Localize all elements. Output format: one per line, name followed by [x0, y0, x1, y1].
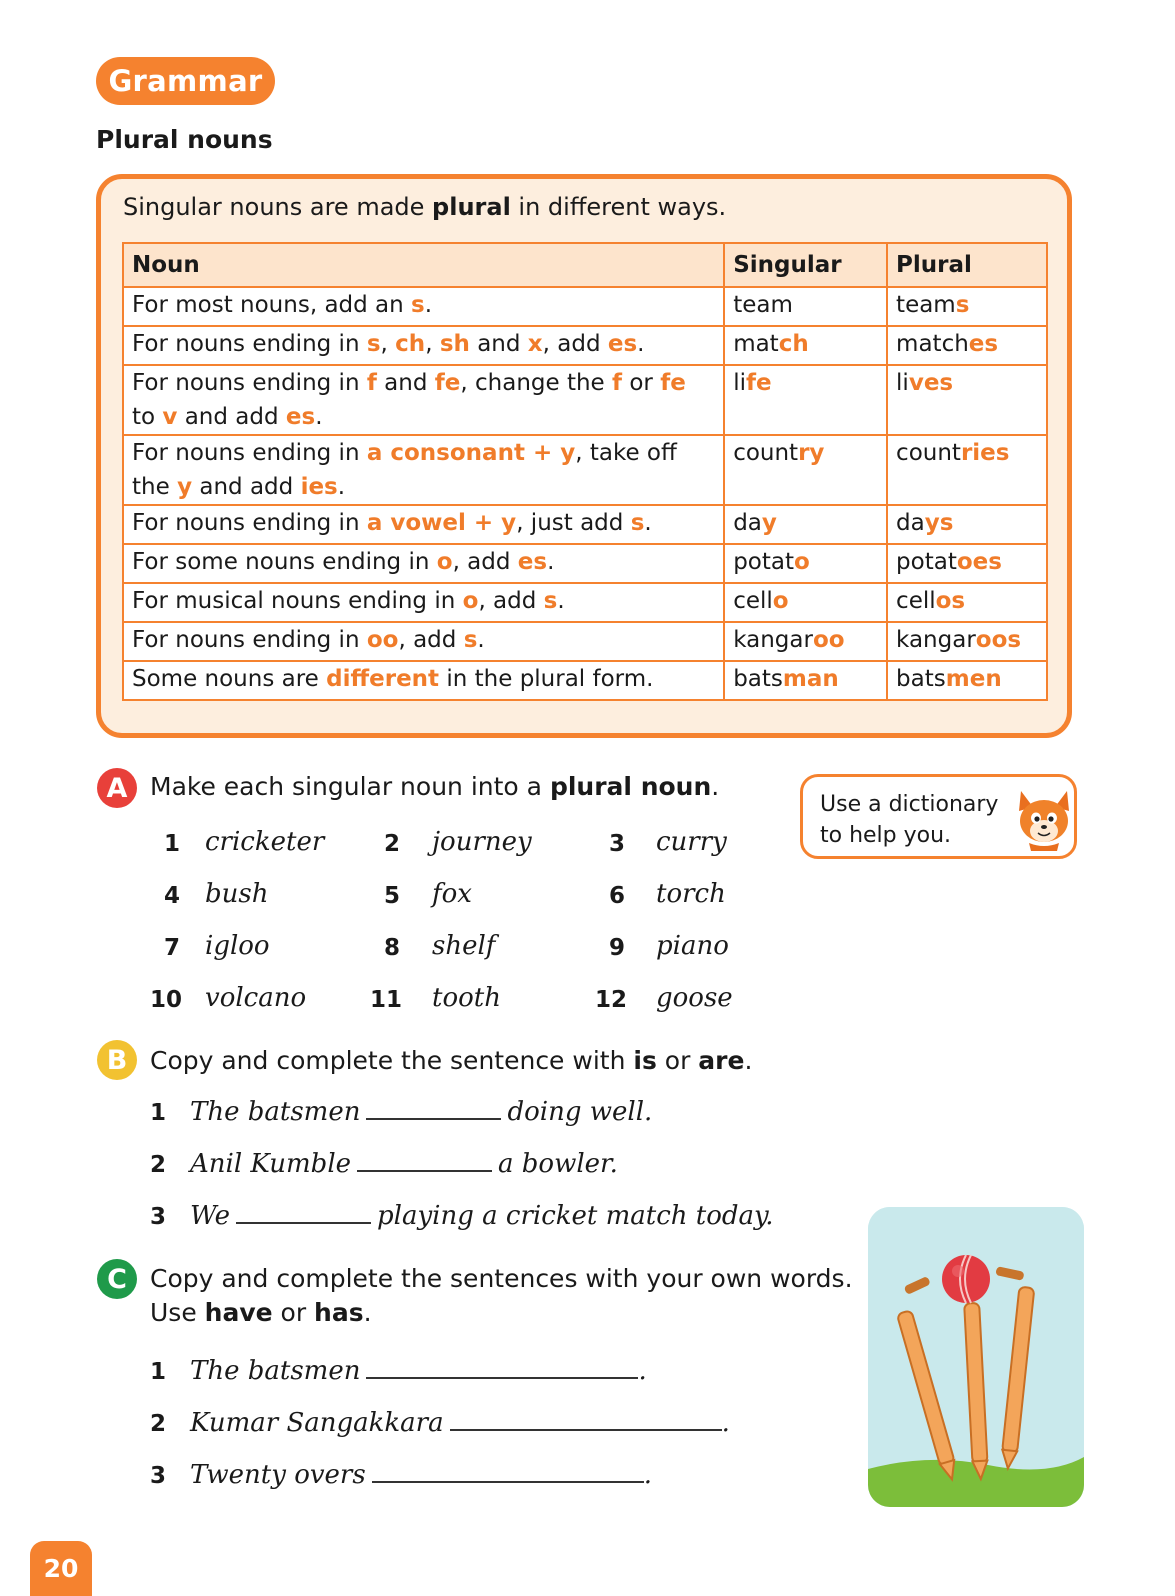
item-number: 2 — [149, 1152, 166, 1178]
singular-cell — [724, 287, 887, 326]
page-number: 20 — [30, 1541, 92, 1596]
item-number: 3 — [149, 1204, 166, 1230]
tip-text — [820, 789, 1010, 851]
rules-intro — [123, 193, 726, 221]
item-number: 3 — [149, 1463, 166, 1489]
item-number: 2 — [383, 831, 400, 857]
text-segment: . — [557, 588, 565, 614]
text-segment: potat — [733, 549, 794, 575]
sentence-end: doing well. — [507, 1097, 653, 1127]
answer-blank[interactable] — [366, 1096, 501, 1120]
singular-noun-word: torch — [656, 879, 726, 909]
text-segment: . — [337, 474, 346, 500]
highlighted-ending: es — [517, 549, 548, 575]
instruction-bold-have: have — [204, 1298, 273, 1327]
plural-cell — [887, 544, 1047, 583]
text-segment: For nouns ending in — [132, 331, 367, 357]
highlighted-ending: x — [527, 331, 543, 357]
highlighted-ending: s — [955, 292, 970, 318]
highlighted-ending: fe — [660, 370, 686, 396]
instruction-bold-is: is — [633, 1046, 657, 1075]
sentence-start: We — [190, 1201, 230, 1231]
highlighted-ending: y — [761, 510, 777, 536]
highlighted-ending: ch — [778, 331, 809, 357]
rule-cell — [123, 622, 724, 661]
sentence-start: The batsmen — [190, 1097, 361, 1127]
rule-cell — [123, 505, 724, 544]
sentence-start: Kumar Sangakkara — [190, 1408, 444, 1438]
text-segment: , just add — [516, 510, 631, 536]
singular-cell — [724, 326, 887, 365]
text-segment: li — [733, 370, 746, 396]
section-title: Plural nouns — [96, 125, 273, 154]
sentence-start: Anil Kumble — [190, 1149, 352, 1179]
highlighted-ending: ves — [908, 370, 954, 396]
table-header-row — [123, 243, 1047, 287]
text-segment: , — [425, 331, 440, 357]
answer-blank[interactable] — [357, 1148, 492, 1172]
rule-cell — [123, 365, 724, 435]
highlighted-ending: os — [935, 588, 966, 614]
text-segment: kangar — [896, 627, 976, 653]
column-header-singular: Singular — [724, 243, 887, 287]
tip-line-1: Use a dictionary — [820, 792, 999, 817]
highlighted-ending: ry — [798, 440, 825, 466]
highlighted-ending: a consonant + y — [366, 440, 576, 466]
text-segment: bats — [896, 666, 946, 692]
text-segment: cell — [896, 588, 936, 614]
item-number: 8 — [383, 935, 400, 961]
plural-cell — [887, 326, 1047, 365]
text-segment: For musical nouns ending in — [132, 588, 463, 614]
text-segment: count — [896, 440, 961, 466]
highlighted-ending: o — [462, 588, 479, 614]
sentence — [190, 1148, 618, 1179]
cricket-illustration — [868, 1207, 1084, 1507]
highlighted-ending: oos — [975, 627, 1022, 653]
text-segment: . — [477, 627, 485, 653]
singular-cell — [724, 544, 887, 583]
rule-cell — [123, 326, 724, 365]
intro-text-end: in different ways. — [510, 193, 727, 221]
plural-cell — [887, 505, 1047, 544]
text-segment: and — [376, 370, 435, 396]
instruction-text-end: . — [363, 1298, 372, 1327]
text-segment: , add — [398, 627, 464, 653]
plural-cell — [887, 435, 1047, 505]
highlighted-ending: oo — [366, 627, 399, 653]
rule-cell — [123, 287, 724, 326]
dictionary-tip — [800, 774, 1077, 859]
text-segment: bats — [733, 666, 783, 692]
item-number: 6 — [608, 883, 625, 909]
table-row — [123, 435, 1047, 505]
text-segment: . — [637, 331, 645, 357]
singular-noun-word: cricketer — [205, 827, 325, 857]
highlighted-ending: ies — [300, 474, 338, 500]
sentence-start: Twenty overs — [190, 1460, 366, 1490]
singular-cell — [724, 365, 887, 435]
highlighted-ending: f — [366, 370, 377, 396]
highlighted-ending: oes — [956, 549, 1002, 575]
instruction-text-or: or — [272, 1298, 315, 1327]
plural-rules-table — [122, 242, 1048, 701]
highlighted-ending: v — [162, 404, 178, 430]
highlighted-ending: men — [945, 666, 1002, 692]
highlighted-ending: o — [794, 549, 810, 575]
plural-cell — [887, 583, 1047, 622]
intro-text: Singular nouns are made — [123, 193, 433, 221]
highlighted-ending: es — [968, 331, 999, 357]
instruction-bold-are: are — [698, 1046, 745, 1075]
rule-cell — [123, 661, 724, 700]
sentence-end: . — [643, 1460, 652, 1490]
text-segment: da — [896, 510, 925, 536]
highlighted-ending: es — [607, 331, 638, 357]
text-segment: For nouns ending in — [132, 510, 367, 536]
section-a-badge: A — [97, 768, 137, 808]
text-segment: li — [896, 370, 909, 396]
item-number: 11 — [370, 987, 403, 1013]
section-c-badge: C — [97, 1259, 137, 1299]
text-segment: and add — [192, 474, 301, 500]
text-segment: , add — [452, 549, 518, 575]
table-row — [123, 326, 1047, 365]
highlighted-ending: s — [411, 292, 425, 318]
highlighted-ending: ch — [395, 331, 426, 357]
item-number: 1 — [149, 1100, 166, 1126]
plural-cell — [887, 365, 1047, 435]
instruction-text: Copy and complete the sentence with — [150, 1046, 634, 1075]
item-number: 5 — [383, 883, 400, 909]
section-a-instruction — [150, 770, 719, 804]
text-segment: da — [733, 510, 762, 536]
singular-noun-word: goose — [656, 983, 733, 1013]
text-segment: in the plural form. — [439, 666, 654, 692]
table-row — [123, 583, 1047, 622]
singular-cell — [724, 435, 887, 505]
sentence-end: a bowler. — [498, 1149, 618, 1179]
text-segment: . — [547, 549, 555, 575]
table-row — [123, 365, 1047, 435]
item-number: 10 — [150, 987, 183, 1013]
text-segment: to — [132, 404, 163, 430]
text-segment: For nouns ending in — [132, 627, 367, 653]
grammar-badge: Grammar — [96, 57, 275, 105]
highlighted-ending: different — [326, 666, 440, 692]
highlighted-ending: s — [630, 510, 645, 536]
item-number: 3 — [608, 831, 625, 857]
instruction-text-end: . — [744, 1046, 753, 1075]
item-number: 12 — [595, 987, 628, 1013]
highlighted-ending: a vowel + y — [366, 510, 517, 536]
singular-cell — [724, 505, 887, 544]
plural-cell — [887, 622, 1047, 661]
text-segment: For most nouns, add an — [132, 292, 412, 318]
rule-cell — [123, 435, 724, 505]
table-row — [123, 505, 1047, 544]
sentence — [190, 1200, 774, 1231]
text-segment: For some nouns ending in — [132, 549, 437, 575]
intro-bold: plural — [432, 193, 511, 221]
table-row — [123, 622, 1047, 661]
wicket-and-ball-icon — [868, 1207, 1084, 1507]
singular-noun-word: piano — [656, 931, 729, 961]
instruction-bold: plural noun — [549, 772, 712, 801]
text-segment: . — [424, 292, 433, 318]
tip-line-2: to help you. — [820, 823, 952, 848]
text-segment: Some nouns are — [132, 666, 327, 692]
text-segment: , add — [478, 588, 544, 614]
sentence-end: . — [638, 1356, 647, 1386]
highlighted-ending: fe — [434, 370, 461, 396]
text-segment: . — [644, 510, 652, 536]
text-segment: mat — [733, 331, 779, 357]
instruction-line-1: Copy and complete the sentences with your own words. — [150, 1264, 853, 1293]
highlighted-ending: s — [463, 627, 478, 653]
rule-cell — [123, 583, 724, 622]
table-row — [123, 287, 1047, 326]
table-row — [123, 544, 1047, 583]
singular-noun-word: shelf — [432, 931, 496, 961]
text-segment: team — [733, 292, 793, 318]
singular-cell — [724, 661, 887, 700]
sentence — [190, 1355, 647, 1386]
singular-noun-word: journey — [432, 827, 532, 857]
highlighted-ending: ys — [924, 510, 954, 536]
sentence-end: playing a cricket match today. — [377, 1201, 774, 1231]
instruction-text-end: . — [711, 772, 720, 801]
instruction-text-or: or — [656, 1046, 699, 1075]
text-segment: cell — [733, 588, 773, 614]
text-segment: kangar — [733, 627, 813, 653]
plural-cell — [887, 661, 1047, 700]
item-number: 9 — [608, 935, 625, 961]
item-number: 4 — [163, 883, 180, 909]
highlighted-ending: sh — [439, 331, 470, 357]
singular-cell — [724, 583, 887, 622]
section-b-instruction — [150, 1044, 752, 1078]
highlighted-ending: s — [366, 331, 381, 357]
table-row — [123, 661, 1047, 700]
answer-blank[interactable] — [450, 1407, 722, 1431]
item-number: 2 — [149, 1411, 166, 1437]
highlighted-ending: fe — [745, 370, 772, 396]
instruction-text: Use — [150, 1298, 205, 1327]
text-segment: and add — [177, 404, 286, 430]
sentence — [190, 1096, 652, 1127]
sentence-start: The batsmen — [190, 1356, 361, 1386]
answer-blank[interactable] — [236, 1200, 371, 1224]
singular-noun-word: curry — [656, 827, 727, 857]
answer-blank[interactable] — [372, 1459, 644, 1483]
column-header-noun: Noun — [123, 243, 724, 287]
singular-noun-word: igloo — [205, 931, 270, 961]
plural-cell — [887, 287, 1047, 326]
text-segment: . — [315, 404, 323, 430]
sentence — [190, 1407, 730, 1438]
singular-noun-word: tooth — [432, 983, 501, 1013]
section-c-instruction — [150, 1262, 853, 1330]
highlighted-ending: es — [285, 404, 316, 430]
section-b-badge: B — [97, 1040, 137, 1080]
answer-blank[interactable] — [366, 1355, 638, 1379]
text-segment: , add — [542, 331, 608, 357]
text-segment: , change the — [460, 370, 613, 396]
item-number: 1 — [149, 1359, 166, 1385]
text-segment: count — [733, 440, 799, 466]
item-number: 7 — [163, 935, 180, 961]
singular-noun-word: volcano — [205, 983, 307, 1013]
sentence-end: . — [721, 1408, 730, 1438]
rules-box — [96, 174, 1072, 738]
highlighted-ending: o — [772, 588, 789, 614]
highlighted-ending: y — [177, 474, 193, 500]
text-segment: potat — [896, 549, 957, 575]
highlighted-ending: s — [543, 588, 558, 614]
highlighted-ending: man — [782, 666, 839, 692]
item-number: 1 — [163, 831, 180, 857]
text-segment: or — [622, 370, 661, 396]
text-segment: , — [380, 331, 396, 357]
highlighted-ending: oo — [812, 627, 845, 653]
sentence — [190, 1459, 652, 1490]
fox-mascot-icon — [1011, 785, 1077, 851]
rule-cell — [123, 544, 724, 583]
highlighted-ending: o — [436, 549, 453, 575]
text-segment: and — [469, 331, 528, 357]
text-segment: , take off the — [132, 440, 677, 500]
text-segment: team — [896, 292, 956, 318]
instruction-line-2 — [150, 1296, 853, 1330]
instruction-bold-has: has — [314, 1298, 364, 1327]
highlighted-ending: f — [612, 370, 623, 396]
text-segment: For nouns ending in — [132, 370, 367, 396]
highlighted-ending: ries — [960, 440, 1010, 466]
singular-noun-word: bush — [205, 879, 269, 909]
singular-cell — [724, 622, 887, 661]
instruction-text: Make each singular noun into a — [150, 772, 550, 801]
text-segment: For nouns ending in — [132, 440, 367, 466]
text-segment: match — [896, 331, 969, 357]
singular-noun-word: fox — [432, 879, 472, 909]
column-header-plural: Plural — [887, 243, 1047, 287]
